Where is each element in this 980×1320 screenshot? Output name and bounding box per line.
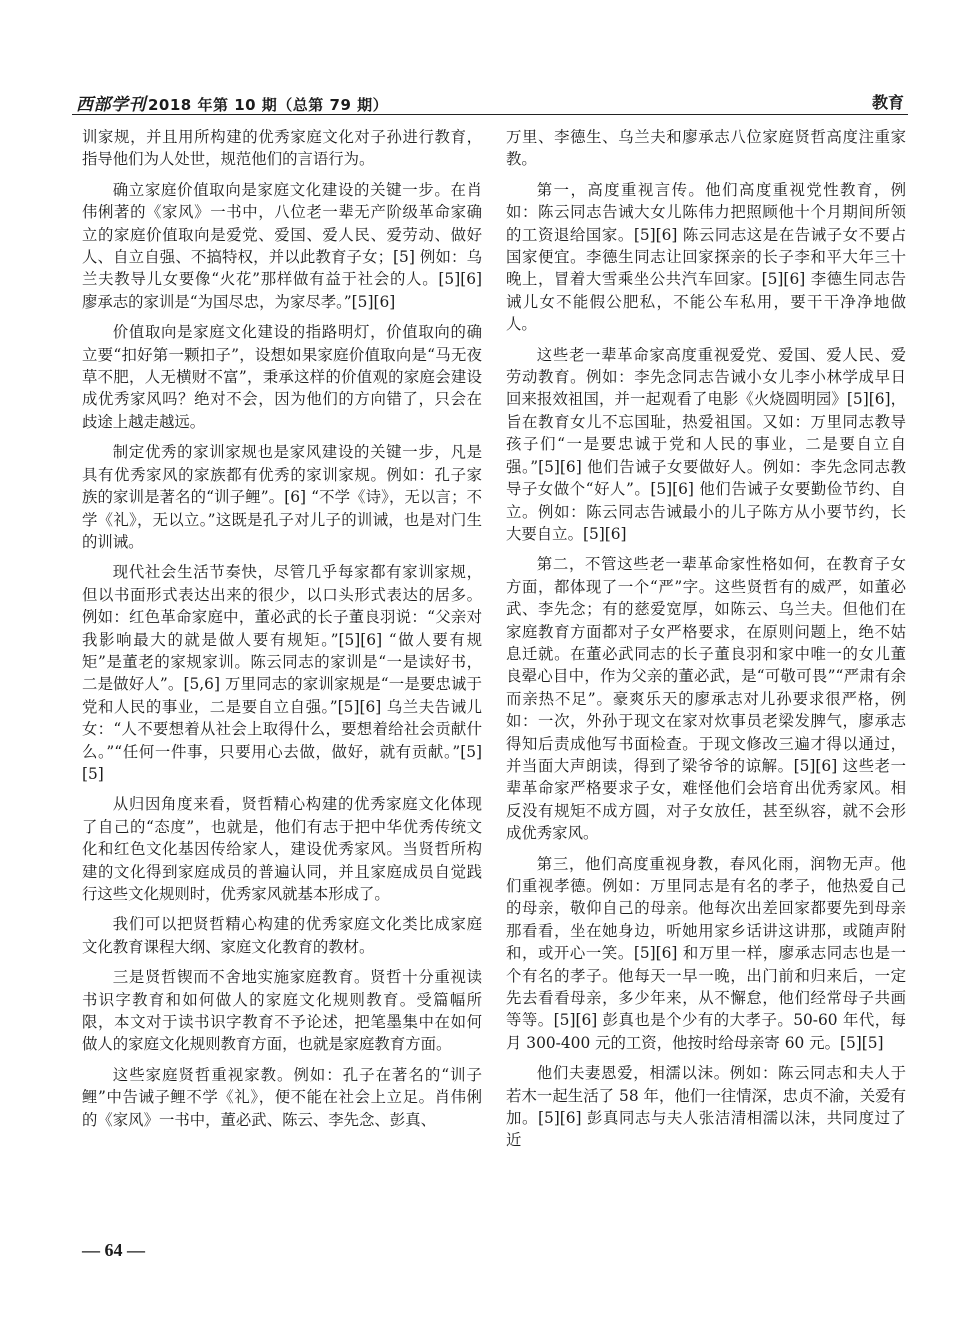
paragraph: 他们夫妻恩爱，相濡以沫。例如：陈云同志和夫人于若木一起生活了 58 年，他们一往情深，忠贞不渝，关爱有加。[5][6] 彭真同志与夫人张洁清相濡以沫，共同度过了近 xyxy=(506,1064,906,1150)
paragraph: 制定优秀的家训家规也是家风建设的关键一步，凡是具有优秀家风的家族都有优秀的家训家规。例如：孔子家族的家训是著名的“训子鲤”。[6] “不学《诗》，无以言；不学《礼》，无以立。”这既是孔子对儿子的训诫，也是对门生的训诫。 xyxy=(82,443,482,551)
paragraph: 第二，不管这些老一辈革命家性格如何，在教育子女方面，都体现了一个“严”字。这些贤哲有的威严，如董必武、李先念；有的慈爱宽厚，如陈云、乌兰夫。但他们在家庭教育方面都对子女严格要求，在原则问题上，绝不姑息迁就。在董必武同志的长子董良羽和家中唯一的女儿董良翚心目中，作为父亲的董必武，是“可敬可畏”“严肃有余而亲热不足”。豪爽乐天的廖承志对儿孙要求很严格，例如：一次，外孙于现文在家对炊事员老梁发脾气，廖承志得知后责成他写书面检查。于现文修改三遍才得以通过，并当面大声朗读，得到了梁爷爷的谅解。[5][6] 这些老一辈革命家严格要求子女，难怪他们会培育出优秀家风。相反没有规矩不成方圆，对子女放任，甚至纵容，就不会形成优秀家风。 xyxy=(506,555,906,843)
right-column xyxy=(506,126,906,1238)
journal-brand: 西部学刊 xyxy=(76,95,146,115)
paragraph: 训家规，并且用所构建的优秀家庭文化对子孙进行教育，指导他们为人处世，规范他们的言语行为。 xyxy=(82,128,482,169)
paragraph: 价值取向是家庭文化建设的指路明灯，价值取向的确立要“扣好第一颗扣子”，设想如果家庭价值取向是“马无夜草不肥，人无横财不富”，秉承这样的价值观的家庭会建设成优秀家风吗？绝对不会，因为他们的方向错了，只会在歧途上越走越远。 xyxy=(82,323,482,431)
paragraph: 第三，他们高度重视身教，春风化雨，润物无声。他们重视孝德。例如：万里同志是有名的孝子，他热爱自己的母亲，敬仰自己的母亲。他每次出差回家都要先到母亲那看看，坐在她身边，听她用家乡话讲这讲那，或随声附和，或开心一笑。[5][6] 和万里一样，廖承志同志也是一个有名的孝子。他每天一早一晚，出门前和归来后，一定先去看看母亲，多少年来，从不懈怠，他们经常母子共画等等。[5][6] 彭真也是个少有的大孝子。50-60 年代，每月 300-400 元的工资，他按时给母亲寄 60 元。[5][5] xyxy=(506,854,906,1052)
journal-title xyxy=(76,90,388,115)
page-header xyxy=(72,88,908,115)
paragraph: 这些老一辈革命家高度重视爱党、爱国、爱人民、爱劳动教育。例如：李先念同志告诫小女儿李小林学成早日回来报效祖国，并一起观看了电影《火烧圆明园》[5][6]，旨在教育女儿不忘国耻，热爱祖国。又如：万里同志教导孩子们“一是要忠诚于党和人民的事业，二是要自立自强。”[5][6] 他们告诫子女要做好人。例如：李先念同志教导子女做个“好人”。[5][6] 他们告诫子女要勤俭节约、自立。例如：陈云同志告诫最小的儿子陈方从小要节约，长大要自立。[5][6] xyxy=(506,345,906,543)
paragraph: 确立家庭价值取向是家庭文化建设的关键一步。在肖伟俐著的《家风》一书中，八位老一辈无产阶级革命家确立的家庭价值取向是爱党、爱国、爱人民、爱劳动、做好人、自立自强、不搞特权，并以此教育子女；[5] 例如：乌兰夫教导儿女要像“火花”那样做有益于社会的人。[5][6] 廖承志的家训是“为国尽忠，为家尽孝。”[5][6] xyxy=(82,180,482,311)
journal-issue: 2018 年第 10 期（总第 79 期） xyxy=(148,96,389,114)
paragraph: 三是贤哲锲而不舍地实施家庭教育。贤哲十分重视读书识字教育和如何做人的家庭文化规则教育。受篇幅所限，本文对于读书识字教育不予论述，把笔墨集中在如何做人的家庭文化规则教育方面，也就是家庭教育方面。 xyxy=(82,968,482,1054)
section-title: 教育 xyxy=(871,93,904,112)
paragraph: 这些家庭贤哲重视家教。例如：孔子在著名的“训子鲤”中告诫子鲤不学《礼》，便不能在社会上立足。肖伟俐的《家风》一书中，董必武、陈云、李先念、彭真、 xyxy=(82,1065,482,1129)
paragraph: 第一，高度重视言传。他们高度重视党性教育，例如：陈云同志告诫大女儿陈伟力把照顾他十个月期间所领的工资退给国家。[5][6] 陈云同志这是在告诫子女不要占国家便宜。李德生同志让回家探亲的长子李和平大年三十晚上，冒着大雪乘坐公共汽车回家。[5][6] 李德生同志告诫儿女不能假公肥私，不能公车私用，要干干净净地做人。 xyxy=(506,180,906,334)
paragraph: 从归因角度来看，贤哲精心构建的优秀家庭文化体现了自己的“态度”，也就是，他们有志于把中华优秀传统文化和红色文化基因传给家人，建设优秀家风。当贤哲所构建的文化得到家庭成员的普遍认同，并且家庭成员自觉践行这些文化规则时，优秀家风就基本形成了。 xyxy=(82,795,482,903)
paragraph: 现代社会生活节奏快，尽管几乎每家都有家训家规，但以书面形式表达出来的很少，以口头形式表达的居多。例如：红色革命家庭中，董必武的长子董良羽说：“父亲对我影响最大的就是做人要有规矩。”[5][6] “做人要有规矩”是董老的家规家训。陈云同志的家训是“一是读好书，二是做好人”。[5,6] 万里同志的家训家规是“一是要忠诚于党和人民的事业，二是要自立自强。”[5][6] 乌兰夫告诫儿女：“人不要想着从社会上取得什么，要想着给社会贡献什么。”“任何一件事，只要用心去做，做好，就有贡献。”[5][5] xyxy=(82,563,482,783)
paragraph: 我们可以把贤哲精心构建的优秀家庭文化类比成家庭文化教育课程大纲、家庭文化教育的教材。 xyxy=(82,915,482,956)
page-number: — 64 — xyxy=(82,1240,145,1260)
left-column xyxy=(82,126,482,1238)
paragraph: 万里、李德生、乌兰夫和廖承志八位家庭贤哲高度注重家教。 xyxy=(506,128,906,169)
